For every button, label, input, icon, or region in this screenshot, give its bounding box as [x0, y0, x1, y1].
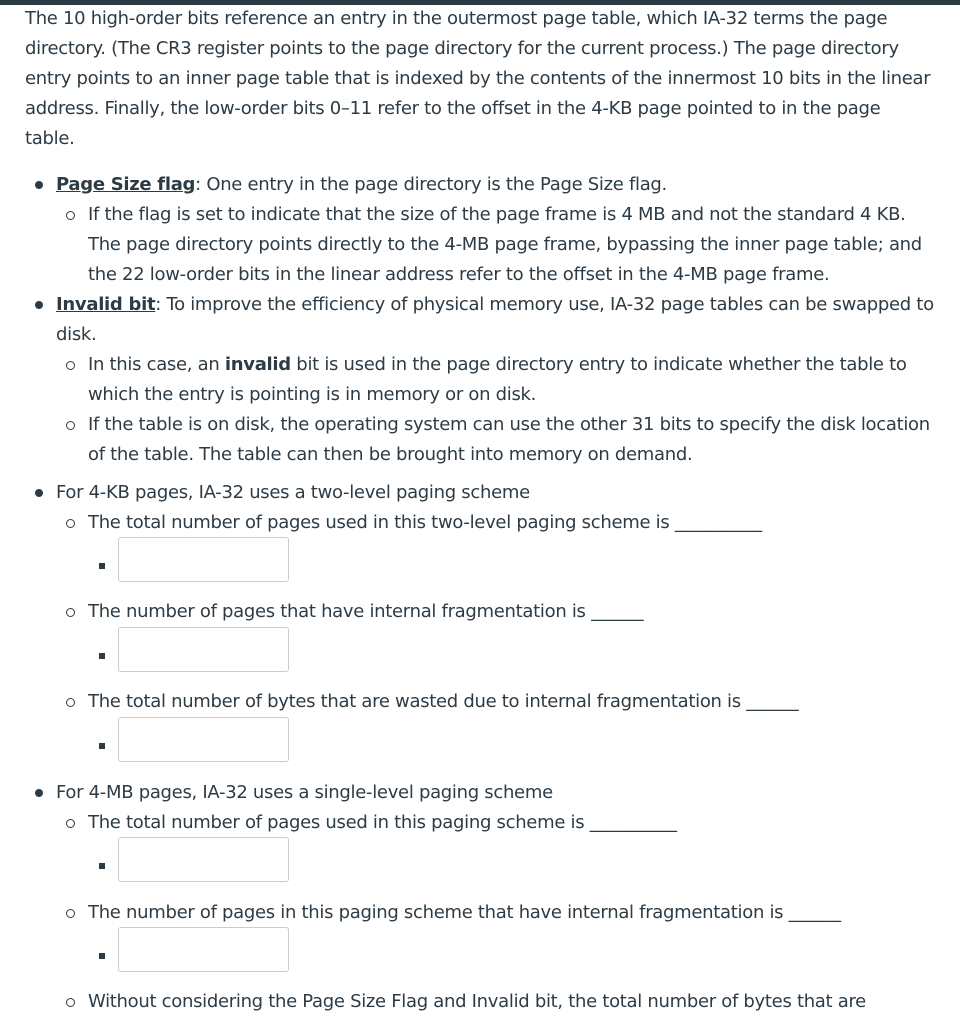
circle-bullet-icon: [66, 211, 75, 220]
answer-input-kb-fragmented-pages[interactable]: [118, 627, 289, 672]
bullet-icon: [35, 789, 43, 797]
mb-question-1: [88, 808, 677, 838]
intro-line: entry points to an inner page table that is indexed by the contents of the innermost 10 bits in the linear: [25, 68, 931, 89]
invalid-sub1-pre: In this case, an: [88, 354, 225, 375]
intro-line: directory. (The CR3 register points to the page directory for the current process.) The page directory: [25, 38, 899, 59]
page-size-sub-line: the 22 low-order bits in the linear address refer to the offset in the 4-MB page frame.: [88, 264, 830, 285]
invalid-sub1-line2: which the entry is pointing is in memory or on disk.: [88, 384, 537, 405]
intro-line: The 10 high-order bits reference an entry in the outermost page table, which IA-32 terms the page: [25, 8, 888, 29]
mb-question-2-text: The number of pages in this paging scheme that have internal fragmentation is: [88, 902, 784, 923]
bullet-icon: [35, 181, 43, 189]
square-bullet-icon: [99, 863, 105, 869]
kb-heading: For 4-KB pages, IA-32 uses a two-level paging scheme: [56, 482, 530, 503]
mb-question-1-text: The total number of pages used in this paging scheme is: [88, 812, 585, 833]
bullet-icon: [35, 489, 43, 497]
intro-line: table.: [25, 128, 75, 149]
mb-question-2: [88, 898, 841, 928]
page-size-sub-line: If the flag is set to indicate that the size of the page frame is 4 MB and not the standard 4 KB.: [88, 204, 906, 225]
invalid-bit-desc: : To improve the efficiency of physical memory use, IA-32 page tables can be swapped to: [155, 294, 934, 315]
kb-question-2: [88, 597, 643, 627]
answer-input-kb-total-pages[interactable]: [118, 537, 289, 582]
kb-question-1: [88, 508, 762, 538]
invalid-sub2-line1: If the table is on disk, the operating system can use the other 31 bits to specify the disk location: [88, 414, 930, 435]
circle-bullet-icon: [66, 819, 75, 828]
square-bullet-icon: [99, 953, 105, 959]
kb-question-2-text: The number of pages that have internal fragmentation is: [88, 601, 586, 622]
mb-question-3: Without considering the Page Size Flag and Invalid bit, the total number of bytes that are: [88, 991, 866, 1012]
page-size-item: [56, 170, 667, 200]
invalid-sub2-line2: of the table. The table can then be brought into memory on demand.: [88, 444, 693, 465]
intro-line: address. Finally, the low-order bits 0–11 refer to the offset in the 4-KB page pointed to in the page: [25, 98, 881, 119]
circle-bullet-icon: [66, 698, 75, 707]
blank-line: ______: [746, 691, 799, 712]
blank-line: ______: [788, 902, 841, 923]
square-bullet-icon: [99, 563, 105, 569]
bullet-icon: [35, 301, 43, 309]
circle-bullet-icon: [66, 998, 75, 1007]
circle-bullet-icon: [66, 909, 75, 918]
page-size-sub-line: The page directory points directly to the 4-MB page frame, bypassing the inner page table; and: [88, 234, 922, 255]
answer-input-mb-fragmented-pages[interactable]: [118, 927, 289, 972]
invalid-sub1-bold: invalid: [224, 354, 291, 375]
kb-question-3-text: The total number of bytes that are wasted due to internal fragmentation is: [88, 691, 741, 712]
blank-line: __________: [674, 512, 762, 533]
answer-input-kb-wasted-bytes[interactable]: [118, 717, 289, 762]
invalid-sub1-post: bit is used in the page directory entry to indicate whether the table to: [290, 354, 907, 375]
invalid-bit-line2: disk.: [56, 324, 97, 345]
blank-line: ______: [591, 601, 644, 622]
square-bullet-icon: [99, 743, 105, 749]
invalid-bit-term: Invalid bit: [56, 294, 156, 315]
kb-question-1-text: The total number of pages used in this two-level paging scheme is: [88, 512, 670, 533]
invalid-bit-item: [56, 290, 934, 320]
page-size-term: Page Size flag: [56, 174, 196, 195]
circle-bullet-icon: [66, 361, 75, 370]
circle-bullet-icon: [66, 519, 75, 528]
kb-question-3: [88, 687, 798, 717]
invalid-sub1: [88, 350, 907, 380]
answer-input-mb-total-pages[interactable]: [118, 837, 289, 882]
square-bullet-icon: [99, 653, 105, 659]
circle-bullet-icon: [66, 608, 75, 617]
circle-bullet-icon: [66, 421, 75, 430]
page-size-desc: : One entry in the page directory is the Page Size flag.: [195, 174, 667, 195]
mb-heading: For 4-MB pages, IA-32 uses a single-level paging scheme: [56, 782, 553, 803]
blank-line: __________: [589, 812, 677, 833]
